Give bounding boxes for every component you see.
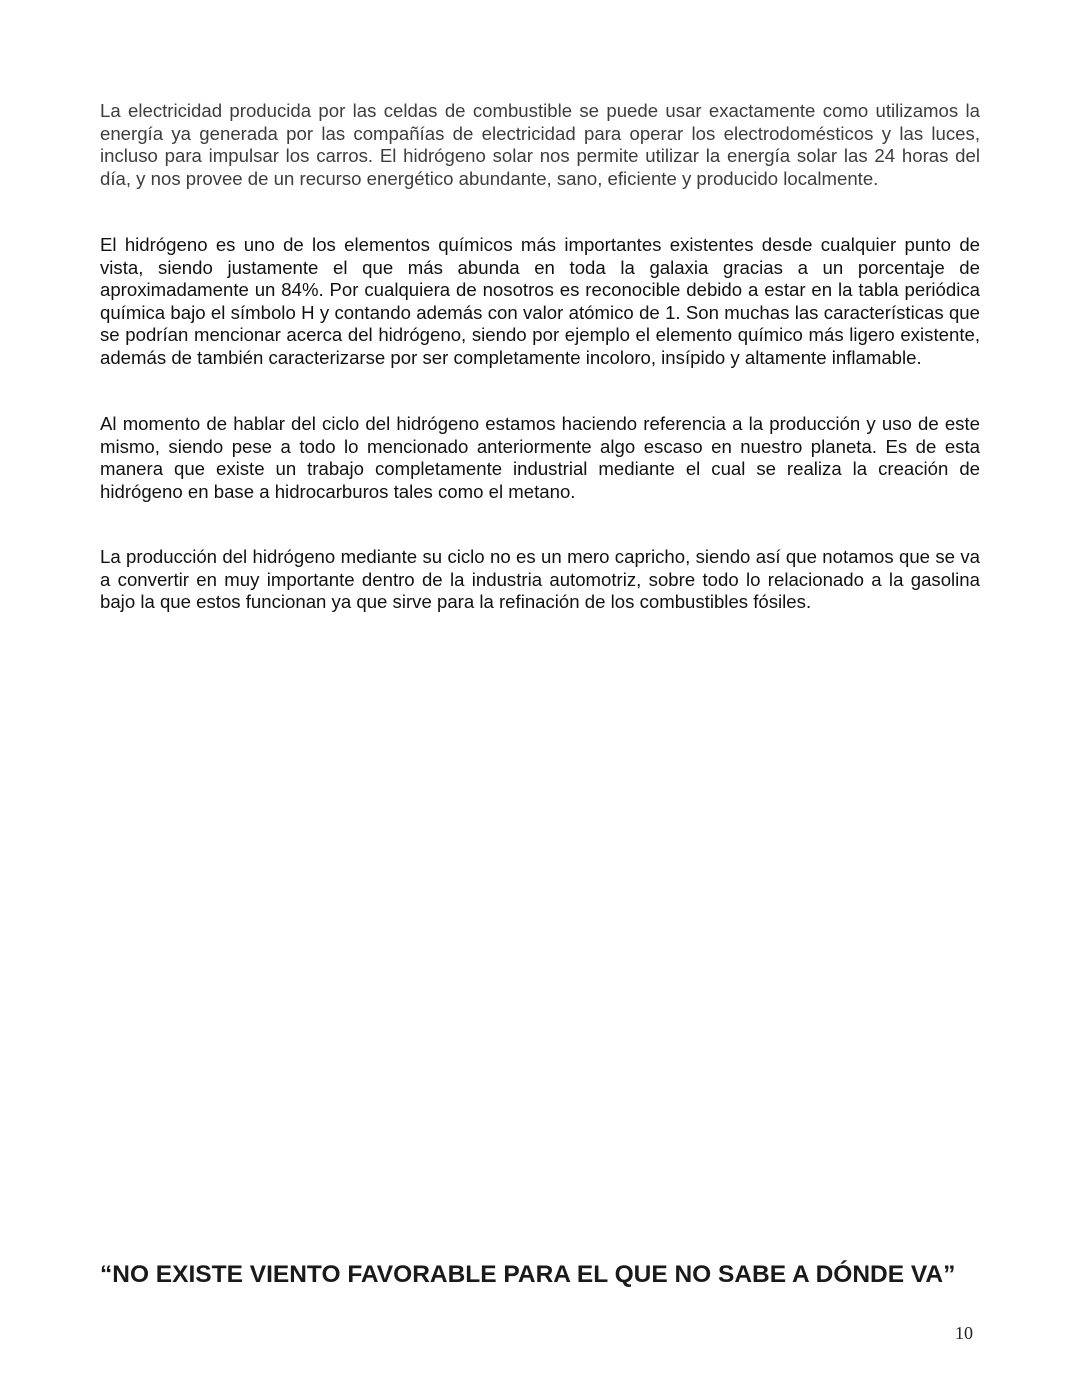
footer-quote: “NO EXISTE VIENTO FAVORABLE PARA EL QUE NO SABE A DÓNDE VA” [100, 1261, 956, 1288]
paragraph-fuel-cell-electricity: La electricidad producida por las celdas de combustible se puede usar exactamente como utilizamos la energía ya generada por las compañías de electricidad para operar los electrodomésticos y las luces, incluso para impulsar los carros. El hidrógeno solar nos permite utilizar la energía solar las 24 horas del día, y nos provee de un recurso energético abundante, sano, eficiente y producido localmente. [100, 100, 980, 189]
paragraph-hydrogen-element: El hidrógeno es uno de los elementos químicos más importantes existentes desde cualquier punto de vista, siendo justamente el que más abunda en toda la galaxia gracias a un porcentaje de aproximadamente un 84%. Por cualquiera de nosotros es reconocible debido a estar en la tabla periódica química bajo el símbolo H y contando además con valor atómico de 1. Son muchas las características que se podrían mencionar acerca del hidrógeno, siendo por ejemplo el elemento químico más ligero existente, además de también caracterizarse por ser completamente incoloro, insípido y altamente inflamable. [100, 234, 980, 368]
paragraph-hydrogen-cycle: Al momento de hablar del ciclo del hidrógeno estamos haciendo referencia a la producción y uso de este mismo, siendo pese a todo lo mencionado anteriormente algo escaso en nuestro planeta. Es de esta manera que existe un trabajo completamente industrial mediante el cual se realiza la creación de hidrógeno en base a hidrocarburos tales como el metano. [100, 413, 980, 502]
paragraph-hydrogen-production: La producción del hidrógeno mediante su ciclo no es un mero capricho, siendo así que notamos que se va a convertir en muy importante dentro de la industria automotriz, sobre todo lo relacionado a la gasolina bajo la que estos funcionan ya que sirve para la refinación de los combustibles fósiles. [100, 546, 980, 612]
page-number: 10 [955, 1323, 973, 1343]
